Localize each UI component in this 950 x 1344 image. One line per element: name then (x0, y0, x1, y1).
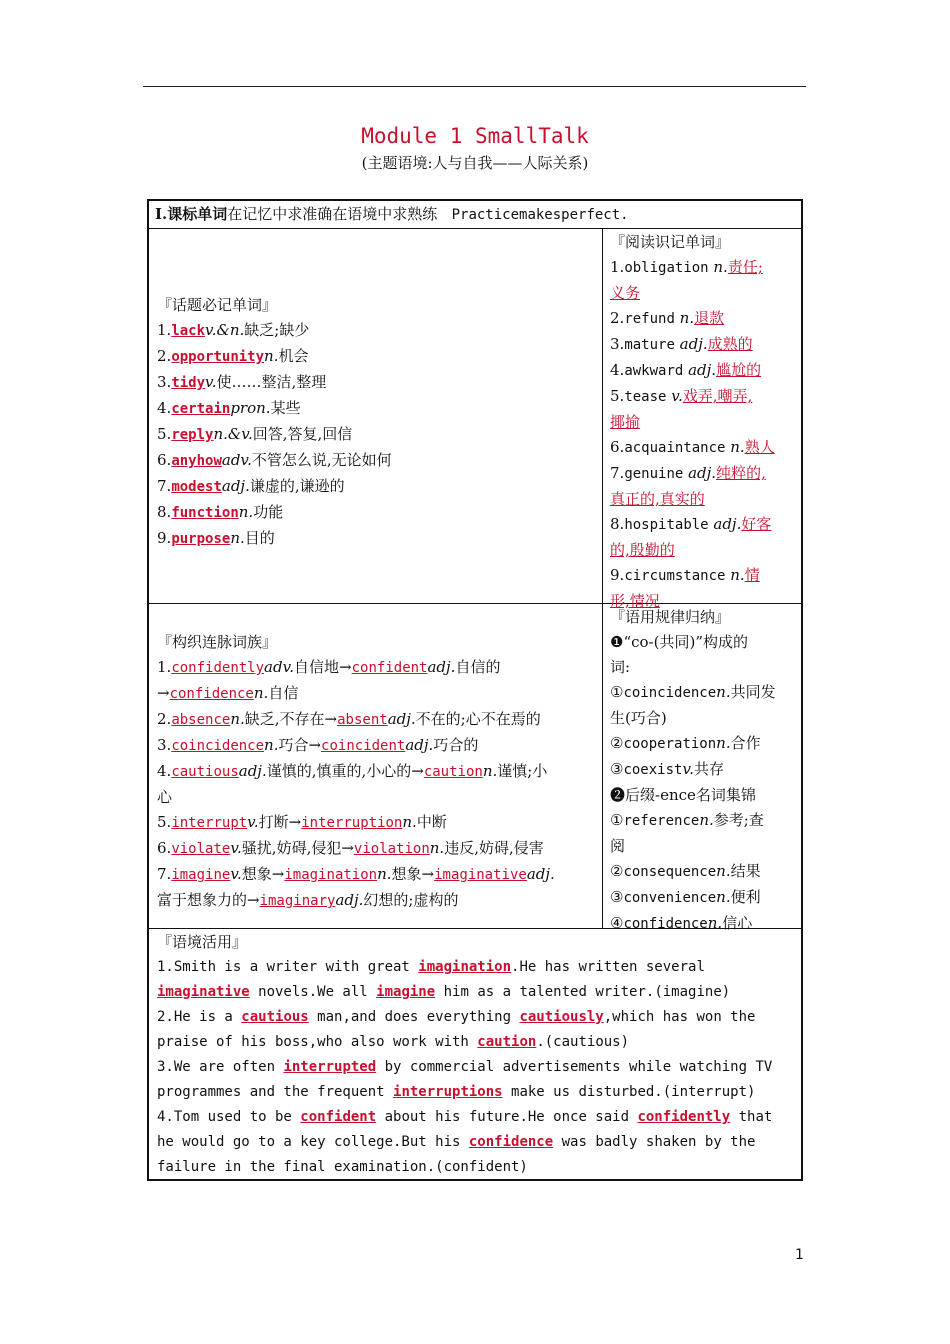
section-number: Ⅰ. (155, 205, 168, 223)
topic-word-item (157, 500, 597, 526)
reading-word-item (610, 332, 798, 358)
topic-word-item (157, 370, 597, 396)
rule-item-cont (610, 706, 798, 731)
part-of-speech: adj. (387, 710, 416, 728)
reading-word-item-cont (610, 410, 798, 435)
part-of-speech: n. (699, 811, 714, 829)
topic-word-item (157, 318, 597, 344)
context-line (157, 1080, 793, 1105)
item-number: 4. (157, 399, 172, 417)
rule-item (610, 859, 798, 885)
meaning: 缺乏,不存在→ (244, 710, 338, 728)
meaning: 缺乏;缺少 (244, 321, 310, 339)
reading-word-item (610, 384, 798, 410)
word-family-line (157, 681, 597, 707)
sentence-text: We are often (173, 1059, 284, 1075)
answer-word: interrupt (171, 815, 248, 831)
sentence-text: Tom used to be (173, 1109, 301, 1125)
item-number: 7. (610, 464, 625, 482)
answer-word: certain (171, 401, 231, 417)
answer-meaning: 真正的,真实的 (610, 490, 705, 508)
answer-word: lack (171, 323, 206, 339)
answer-word: imaginative (434, 867, 527, 883)
answer-word: anyhow (171, 453, 222, 469)
item-marker: ① (610, 683, 624, 701)
line-number: 6. (157, 839, 172, 857)
section-heading (155, 202, 629, 228)
line-number: 5. (157, 813, 172, 831)
item-marker: ① (610, 811, 624, 829)
answer-word: imagination (284, 867, 378, 883)
reading-words-block (610, 230, 798, 614)
topic-words-heading: 『话题必记单词』 (157, 296, 278, 314)
section-motto: Practicemakesperfect. (451, 207, 629, 223)
answer-word: coincident (321, 738, 406, 754)
word-family-line (157, 888, 597, 914)
item-number: 3. (610, 335, 625, 353)
answer-word: confident (351, 660, 428, 676)
part-of-speech: n. (730, 438, 745, 456)
part-of-speech: v.&n. (205, 321, 245, 339)
line-number: 4. (157, 762, 172, 780)
item-number: 8. (610, 515, 625, 533)
part-of-speech: v. (247, 813, 259, 831)
context-line (157, 1030, 793, 1055)
sentence-text: .(cautious) (536, 1034, 630, 1050)
rule-item (610, 680, 798, 706)
reading-word-item-cont (610, 487, 798, 512)
part-of-speech: n. (253, 684, 269, 702)
answer-word: imagine (171, 867, 231, 883)
part-of-speech: adj. (679, 335, 708, 353)
rule-ence-list (610, 808, 798, 937)
meaning: 自信的 (455, 658, 501, 676)
section-heading-bold: 课标单词 (167, 205, 228, 223)
sentence-text: he would go to a key college.But his (157, 1134, 469, 1150)
sentence-text: ,which has won the (603, 1009, 756, 1025)
word: hospitable (624, 517, 709, 533)
reading-words-heading: 『阅读识记单词』 (610, 233, 731, 251)
answer-meaning: 好客 (741, 515, 772, 533)
answer-word: caution (477, 1034, 537, 1050)
meaning: 使……整洁,整理 (216, 373, 327, 391)
item-marker: ② (610, 862, 624, 880)
part-of-speech: n. (264, 736, 279, 754)
meaning: 合作 (730, 734, 761, 752)
topic-word-item (157, 474, 597, 500)
answer-word: cautious (241, 1009, 309, 1025)
meaning: 不管怎么说,无论如何 (251, 451, 392, 469)
reading-word-item (610, 358, 798, 384)
meaning: 功能 (253, 503, 284, 521)
reading-word-item (610, 306, 798, 332)
part-of-speech: adj. (713, 515, 742, 533)
meaning: 不在的;心不在焉的 (415, 710, 541, 728)
reading-word-item-cont (610, 538, 798, 563)
item-number: 5. (610, 387, 625, 405)
answer-word: imaginary (259, 893, 336, 909)
item-marker: ③ (610, 888, 624, 906)
part-of-speech: v. (230, 839, 242, 857)
answer-word: caution (423, 764, 483, 780)
sentence-text: failure in the final examination.(confident) (157, 1159, 528, 1175)
part-of-speech: v. (230, 865, 242, 883)
sentence-text: Smith is a writer with great (173, 959, 419, 975)
part-of-speech: adj. (405, 736, 434, 754)
word: genuine (624, 466, 684, 482)
answer-word: purpose (171, 531, 231, 547)
item-marker: ③ (610, 760, 624, 778)
meaning: 中断 (416, 813, 447, 831)
answer-word: coincidence (171, 738, 265, 754)
item-marker: ② (610, 734, 624, 752)
meaning: 巧合→ (278, 736, 322, 754)
answer-word: opportunity (171, 349, 265, 365)
part-of-speech: adj. (221, 477, 250, 495)
item-number: 9. (157, 529, 172, 547)
item-number: 1. (157, 321, 172, 339)
answer-meaning: 退款 (694, 309, 725, 327)
context-heading: 『语境活用』 (157, 933, 248, 951)
word-family-line (157, 707, 597, 733)
rules-block (610, 605, 798, 937)
answer-word: confident (300, 1109, 377, 1125)
section-heading-text: 在记忆中求准确在语境中求熟练 (227, 205, 438, 223)
answer-meaning: 成熟的 (707, 335, 753, 353)
answer-meaning: 戏弄,嘲弄, (682, 387, 753, 405)
reading-word-item (610, 255, 798, 281)
meaning: 骚扰,妨碍,侵犯→ (241, 839, 354, 857)
part-of-speech: v. (205, 373, 217, 391)
part-of-speech: n. (230, 529, 245, 547)
part-of-speech: adj. (427, 658, 456, 676)
meaning: 自信 (268, 684, 299, 702)
word: coincidence (623, 685, 717, 701)
word: tease (624, 389, 667, 405)
part-of-speech: v. (682, 760, 694, 778)
part-of-speech: adj. (335, 891, 364, 909)
meaning: 巧合的 (433, 736, 479, 754)
page-subtitle: (主题语境:人与自我——人际关系) (361, 154, 589, 172)
part-of-speech: adv. (221, 451, 252, 469)
answer-meaning: 形,情况 (610, 592, 660, 610)
word: consequence (623, 864, 717, 880)
word: circumstance (624, 568, 726, 584)
context-line (157, 1105, 793, 1130)
context-block (157, 930, 793, 1180)
part-of-speech: n.&v. (213, 425, 253, 443)
part-of-speech: n. (716, 862, 731, 880)
part-of-speech: v. (671, 387, 683, 405)
item-number: 9. (610, 566, 625, 584)
meaning: 谨慎;小 (497, 762, 548, 780)
reading-word-item (610, 563, 798, 589)
reading-word-item (610, 512, 798, 538)
sentence-text: was badly shaken by the (553, 1134, 756, 1150)
item-number: 6. (610, 438, 625, 456)
part-of-speech: n. (230, 710, 245, 728)
row-divider (149, 228, 801, 229)
topic-word-item (157, 344, 597, 370)
item-number: 5. (157, 425, 172, 443)
answer-meaning: 责任; (727, 258, 763, 276)
meaning: 生(巧合) (610, 709, 667, 727)
item-number: 8. (157, 503, 172, 521)
part-of-speech: adj. (526, 865, 555, 883)
answer-meaning: 纯粹的, (716, 464, 766, 482)
meaning: 富于想象力的→ (157, 891, 260, 909)
rule-co-list (610, 680, 798, 783)
part-of-speech: n. (716, 683, 731, 701)
meaning: 阅 (610, 837, 626, 855)
line-number: 3. (157, 1059, 174, 1075)
reading-word-item (610, 435, 798, 461)
reading-word-item (610, 461, 798, 487)
part-of-speech: n. (482, 762, 498, 780)
answer-word: imaginative (157, 984, 250, 1000)
answer-word: cautious (171, 764, 239, 780)
part-of-speech: n. (377, 865, 392, 883)
topic-word-item (157, 448, 597, 474)
rule-co-heading-cont: 词: (610, 658, 631, 676)
answer-word: confidently (637, 1109, 731, 1125)
item-number: 2. (610, 309, 625, 327)
item-number: 6. (157, 451, 172, 469)
meaning: 想象→ (391, 865, 435, 883)
part-of-speech: adj. (688, 464, 717, 482)
answer-word: violation (353, 841, 430, 857)
word: refund (624, 311, 675, 327)
answer-word: interrupted (283, 1059, 377, 1075)
answer-word: imagination (418, 959, 512, 975)
answer-word: imagine (376, 984, 436, 1000)
rule-item (610, 757, 798, 783)
rule-ence-heading: ❷后缀-ence名词集锦 (610, 786, 756, 804)
meaning: 谦虚的,谦逊的 (249, 477, 345, 495)
part-of-speech: adj. (688, 361, 717, 379)
context-line (157, 1155, 793, 1180)
word: confidence (623, 916, 708, 932)
meaning: 幻想的;虚构的 (363, 891, 459, 909)
word-family-heading: 『构织连脉词族』 (157, 633, 278, 651)
part-of-speech: n. (402, 813, 417, 831)
arrow: → (157, 684, 170, 702)
answer-word: function (171, 505, 239, 521)
meaning: 谨慎的,慎重的,小心的→ (266, 762, 424, 780)
word-family-line (157, 655, 597, 681)
rule-item-cont (610, 834, 798, 859)
answer-meaning: 情 (744, 566, 760, 584)
meaning: 结果 (730, 862, 761, 880)
answer-meaning: 义务 (610, 284, 641, 302)
item-number: 1. (610, 258, 625, 276)
header-rule (143, 86, 806, 87)
context-line (157, 1005, 793, 1030)
meaning: 便利 (730, 888, 761, 906)
sentence-text: make us disturbed.(interrupt) (502, 1084, 756, 1100)
word-family-line (157, 862, 597, 888)
word: cooperation (623, 736, 717, 752)
part-of-speech: n. (238, 503, 254, 521)
answer-word: interruption (301, 815, 403, 831)
meaning: 自信地→ (294, 658, 352, 676)
page-number: 1 (795, 1247, 804, 1263)
answer-meaning: 揶揄 (610, 413, 641, 431)
part-of-speech: n. (679, 309, 695, 327)
rule-item (610, 731, 798, 757)
word: coexist (623, 762, 683, 778)
item-number: 4. (610, 361, 625, 379)
line-number: 1. (157, 658, 172, 676)
part-of-speech: n. (264, 347, 279, 365)
word-family-block (157, 630, 597, 914)
meaning: 共存 (693, 760, 724, 778)
line-number: 2. (157, 1009, 174, 1025)
word-family-line (157, 836, 597, 862)
word-family-line (157, 810, 597, 836)
item-marker: ④ (610, 914, 624, 932)
meaning: 目的 (244, 529, 275, 547)
part-of-speech: n. (429, 839, 445, 857)
rules-heading: 『语用规律归纳』 (610, 608, 731, 626)
answer-word: confidence (169, 686, 254, 702)
answer-word: confidence (468, 1134, 554, 1150)
topic-words-block (157, 293, 597, 552)
context-line (157, 955, 793, 980)
item-number: 2. (157, 347, 172, 365)
reading-words-list (610, 255, 798, 614)
meaning: 打断→ (258, 813, 302, 831)
context-line (157, 1055, 793, 1080)
rule-co-heading: ❶“co-(共同)”构成的 (610, 633, 748, 651)
word-family-line (157, 759, 597, 785)
line-number: 2. (157, 710, 172, 728)
topic-word-item (157, 422, 597, 448)
meaning: 信心 (722, 914, 753, 932)
item-number: 7. (157, 477, 172, 495)
rule-item (610, 808, 798, 834)
column-divider (602, 228, 603, 928)
word: acquaintance (624, 440, 726, 456)
context-line (157, 980, 793, 1005)
meaning: 机会 (278, 347, 309, 365)
answer-word: violate (171, 841, 231, 857)
line-number: 7. (157, 865, 172, 883)
sentence-text: that (730, 1109, 773, 1125)
answer-word: confidently (171, 660, 265, 676)
topic-words-list (157, 318, 597, 552)
page-title: Module 1 SmallTalk (361, 124, 589, 148)
answer-meaning: 的,殷勤的 (610, 541, 675, 559)
part-of-speech: n. (707, 914, 723, 932)
answer-word: interruptions (393, 1084, 503, 1100)
answer-word: tidy (171, 375, 206, 391)
answer-meaning: 熟人 (744, 438, 775, 456)
sentence-text: him as a talented writer.(imagine) (435, 984, 731, 1000)
answer-word: absence (171, 712, 231, 728)
topic-word-item (157, 526, 597, 552)
meaning: 违反,妨碍,侵害 (444, 839, 544, 857)
part-of-speech: n. (716, 888, 731, 906)
word-family-line: 心 (157, 788, 173, 806)
meaning: 回答,答复,回信 (252, 425, 353, 443)
reading-word-item-cont (610, 281, 798, 306)
sentence-text: praise of his boss,who also work with (157, 1034, 478, 1050)
rule-item (610, 885, 798, 911)
meaning: 某些 (270, 399, 301, 417)
word: mature (624, 337, 675, 353)
topic-word-item (157, 396, 597, 422)
answer-word: modest (171, 479, 222, 495)
part-of-speech: adj. (238, 762, 267, 780)
sentence-text: .He has written several (511, 959, 705, 975)
line-number: 4. (157, 1109, 174, 1125)
answer-word: reply (171, 427, 214, 443)
answer-meaning: 尴尬的 (716, 361, 762, 379)
answer-word: absent (337, 712, 388, 728)
sentence-text: man,and does everything (308, 1009, 520, 1025)
sentence-text: novels.We all (249, 984, 377, 1000)
answer-word: cautiously (519, 1009, 604, 1025)
vocab-table (147, 199, 803, 1181)
word: reference (623, 813, 700, 829)
sentence-text: programmes and the frequent (157, 1084, 394, 1100)
context-line (157, 1130, 793, 1155)
line-number: 1. (157, 959, 174, 975)
sentence-text: about his future.He once said (376, 1109, 638, 1125)
sentence-text: He is a (173, 1009, 242, 1025)
part-of-speech: n. (716, 734, 731, 752)
part-of-speech: adv. (264, 658, 295, 676)
meaning: 共同发 (730, 683, 776, 701)
word-family-line (157, 733, 597, 759)
line-number: 3. (157, 736, 172, 754)
item-number: 3. (157, 373, 172, 391)
meaning: 想象→ (241, 865, 285, 883)
meaning: 参考;查 (713, 811, 764, 829)
part-of-speech: n. (730, 566, 745, 584)
sentence-text: by commercial advertisements while watching TV (376, 1059, 773, 1075)
word: awkward (624, 363, 684, 379)
part-of-speech: n. (713, 258, 728, 276)
part-of-speech: pron. (230, 399, 271, 417)
word: convenience (623, 890, 717, 906)
word: obligation (624, 260, 709, 276)
